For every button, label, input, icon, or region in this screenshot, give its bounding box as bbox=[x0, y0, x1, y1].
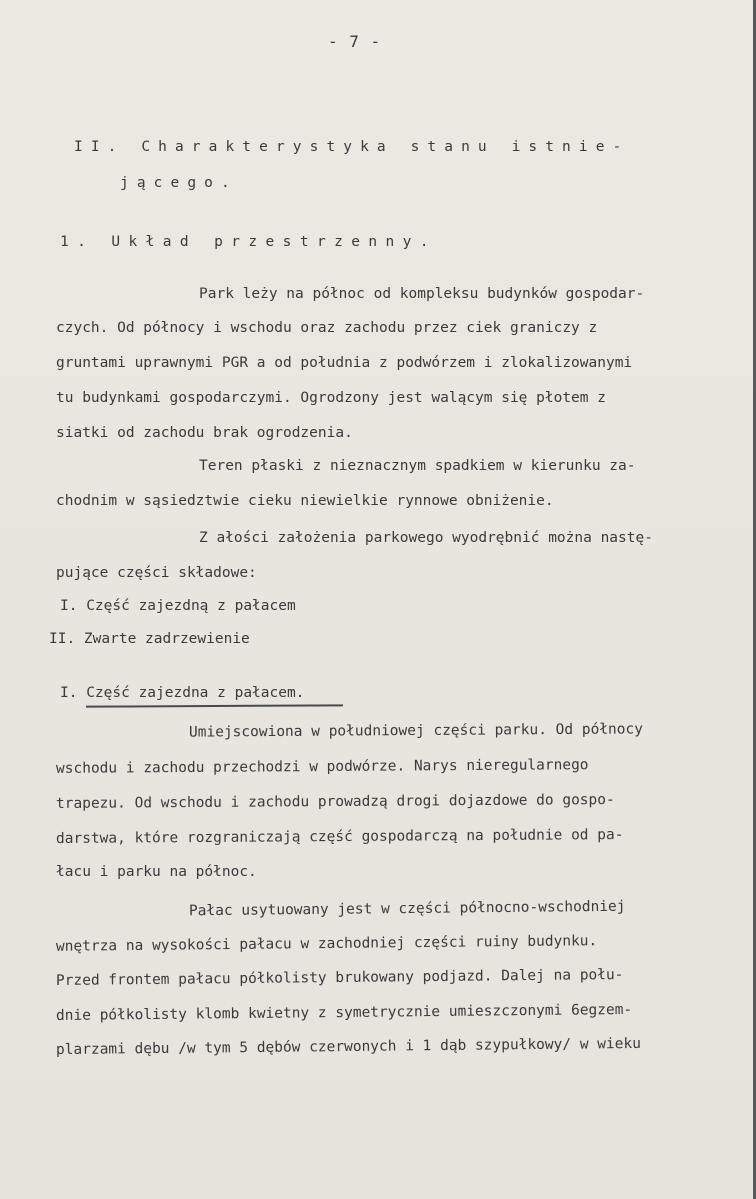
list-item: I. Część zajezdną z pałacem bbox=[60, 598, 296, 614]
paragraph-line: chodnim w sąsiedztwie cieku niewielkie rynnowe obniżenie. bbox=[56, 493, 554, 509]
paragraph-line: Umiejscowiona w południowej części parku. Od północy bbox=[188, 721, 644, 741]
paragraph-line: Teren płaski z nieznacznym spadkiem w kierunku za- bbox=[199, 458, 636, 474]
paragraph-line: trapezu. Od wschodu i zachodu prowadzą drogi dojazdowe do gospo- bbox=[55, 792, 615, 812]
section-heading-line2: jącego. bbox=[120, 175, 238, 191]
list-item: II. Zwarte zadrzewienie bbox=[49, 631, 250, 647]
part-heading-underline bbox=[86, 704, 343, 707]
paragraph-line: dnie półkolisty klomb kwietny z symetrycznie umieszczonymi 6egzem- bbox=[55, 1001, 633, 1025]
paragraph-line: pujące części składowe: bbox=[56, 565, 257, 581]
paragraph-line: łacu i parku na północ. bbox=[56, 864, 257, 880]
paragraph-line: tu budynkami gospodarczymi. Ogrodzony jest walącym się płotem z bbox=[56, 390, 606, 406]
paragraph-line: plarzami dębu /w tym 5 dębów czerwonych i 1 dąb szypułkowy/ w wieku bbox=[55, 1035, 641, 1059]
paragraph-line: czych. Od północy i wschodu oraz zachodu przez ciek graniczy z bbox=[56, 320, 598, 336]
paragraph-line: siatki od zachodu brak ogrodzenia. bbox=[56, 425, 353, 441]
paragraph-line: darstwa, które rozgraniczają część gospodarczą na południe od pa- bbox=[55, 827, 624, 847]
page-number: - 7 - bbox=[328, 32, 382, 51]
paragraph-line: wnętrza na wysokości pałacu w zachodniej części ruiny budynku. bbox=[55, 933, 598, 955]
paragraph-line: Z ałości założenia parkowego wyodrębnić można nastę- bbox=[199, 530, 653, 546]
paragraph-line: Pałac usytuowany jest w części północno-wschodniej bbox=[188, 898, 626, 920]
section-heading-line1: II. Charakterystyka stanu istnie- bbox=[74, 139, 630, 155]
paragraph-line: Park leży na północ od kompleksu budynków gospodar- bbox=[199, 286, 645, 302]
paragraph-line: Przed frontem pałacu półkolisty brukowany podjazd. Dalej na połu- bbox=[55, 967, 624, 989]
part-heading: I. Część zajezdna z pałacem. bbox=[60, 685, 305, 701]
paragraph-line: wschodu i zachodu przechodzi w podwórze. Narys nieregularnego bbox=[55, 757, 589, 777]
subsection-heading: 1. Układ przestrzenny. bbox=[60, 234, 437, 250]
paragraph-line: gruntami uprawnymi PGR a od południa z podwórzem i zlokalizowanymi bbox=[56, 355, 633, 371]
